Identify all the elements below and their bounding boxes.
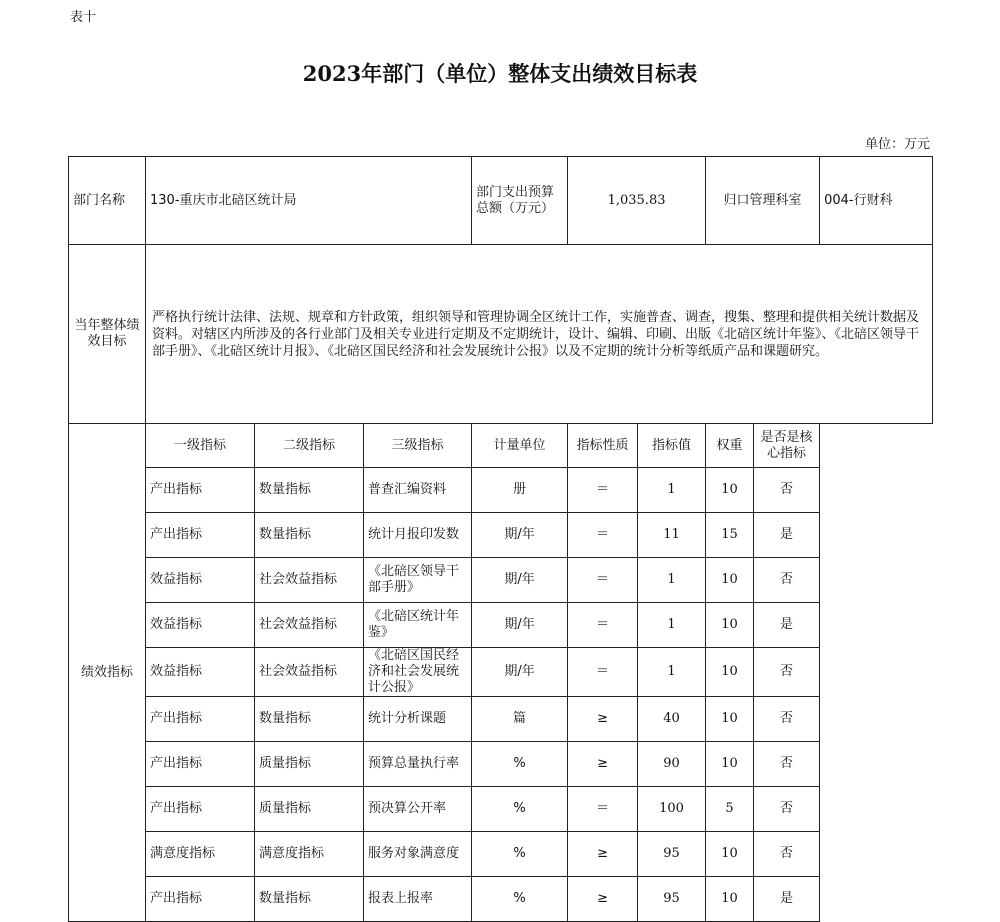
- level1-cell: 效益指标: [146, 603, 255, 648]
- level2-cell: 数量指标: [255, 468, 364, 513]
- indicator-row: [69, 558, 933, 603]
- indicator-row: [69, 603, 933, 648]
- core-cell: 否: [754, 648, 820, 697]
- level2-cell: 质量指标: [255, 787, 364, 832]
- core-cell: 是: [754, 877, 820, 922]
- level2-cell: 满意度指标: [255, 832, 364, 877]
- unit-cell: 期/年: [472, 648, 568, 697]
- unit-cell: %: [472, 787, 568, 832]
- mgmt-value: 004-行财科: [820, 157, 933, 245]
- core-cell: 是: [754, 513, 820, 558]
- level3-cell: 统计月报印发数: [364, 513, 472, 558]
- mgmt-label: 归口管理科室: [706, 157, 820, 245]
- level1-cell: 满意度指标: [146, 832, 255, 877]
- level1-cell: 效益指标: [146, 558, 255, 603]
- column-header: 二级指标: [255, 424, 364, 468]
- unit-cell: %: [472, 832, 568, 877]
- level3-cell: 服务对象满意度: [364, 832, 472, 877]
- indicator-row: [69, 468, 933, 513]
- weight-cell: 15: [706, 513, 754, 558]
- performance-table: [68, 156, 933, 922]
- value-cell: 1: [638, 558, 706, 603]
- indicator-row: [69, 697, 933, 742]
- dept-name-label: 部门名称: [69, 157, 146, 245]
- column-header: 指标性质: [568, 424, 638, 468]
- unit-cell: %: [472, 742, 568, 787]
- column-header: 指标值: [638, 424, 706, 468]
- level1-cell: 产出指标: [146, 468, 255, 513]
- weight-cell: 10: [706, 877, 754, 922]
- indicator-row: [69, 877, 933, 922]
- weight-cell: 10: [706, 832, 754, 877]
- core-cell: 是: [754, 603, 820, 648]
- value-cell: 90: [638, 742, 706, 787]
- value-cell: 1: [638, 603, 706, 648]
- value-cell: 11: [638, 513, 706, 558]
- weight-cell: 5: [706, 787, 754, 832]
- core-cell: 否: [754, 742, 820, 787]
- budget-label: 部门支出预算总额（万元）: [472, 157, 568, 245]
- core-cell: 否: [754, 468, 820, 513]
- nature-cell: ＝: [568, 648, 638, 697]
- nature-cell: ＝: [568, 603, 638, 648]
- unit-cell: %: [472, 877, 568, 922]
- value-cell: 95: [638, 877, 706, 922]
- core-cell: 否: [754, 787, 820, 832]
- nature-cell: ＝: [568, 787, 638, 832]
- dept-name-value: 130-重庆市北碚区统计局: [146, 157, 472, 245]
- unit-cell: 期/年: [472, 513, 568, 558]
- value-cell: 95: [638, 832, 706, 877]
- indicator-row: [69, 742, 933, 787]
- nature-cell: ＝: [568, 468, 638, 513]
- header-row: [69, 157, 933, 245]
- columns-row: [69, 424, 933, 468]
- level1-cell: 产出指标: [146, 513, 255, 558]
- weight-cell: 10: [706, 468, 754, 513]
- unit-cell: 期/年: [472, 558, 568, 603]
- core-cell: 否: [754, 832, 820, 877]
- weight-cell: 10: [706, 603, 754, 648]
- goal-label: 当年整体绩效目标: [69, 245, 146, 424]
- level3-cell: 报表上报率: [364, 877, 472, 922]
- indicator-row: [69, 648, 933, 697]
- nature-cell: ≥: [568, 697, 638, 742]
- goal-row: [69, 245, 933, 424]
- core-cell: 否: [754, 558, 820, 603]
- level3-cell: 预决算公开率: [364, 787, 472, 832]
- weight-cell: 10: [706, 648, 754, 697]
- level2-cell: 数量指标: [255, 877, 364, 922]
- unit-cell: 册: [472, 468, 568, 513]
- nature-cell: ≥: [568, 832, 638, 877]
- value-cell: 100: [638, 787, 706, 832]
- column-header: 三级指标: [364, 424, 472, 468]
- weight-cell: 10: [706, 558, 754, 603]
- level3-cell: 《北碚区国民经济和社会发展统计公报》: [364, 648, 472, 697]
- level3-cell: 普查汇编资料: [364, 468, 472, 513]
- unit-cell: 期/年: [472, 603, 568, 648]
- level1-cell: 产出指标: [146, 697, 255, 742]
- column-header: 是否是核心指标: [754, 424, 820, 468]
- level2-cell: 数量指标: [255, 697, 364, 742]
- goal-text: 严格执行统计法律、法规、规章和方针政策，组织领导和管理协调全区统计工作，实施普查、调查，搜集、整理和提供相关统计数据及资料。对辖区内所涉及的各行业部门及相关专业进行定期及不定期统计，设计、编辑、印刷、出版《北碚区统计年鉴》、《北碚区领导干部手册》、《北碚区统计月报》、《北碚区国民经济和社会发展统计公报》以及不定期的统计分析等纸质产品和课题研究。: [146, 245, 933, 424]
- indicators-section-label: 绩效指标: [69, 424, 146, 922]
- level1-cell: 产出指标: [146, 787, 255, 832]
- budget-value: 1,035.83: [568, 157, 706, 245]
- level1-cell: 效益指标: [146, 648, 255, 697]
- weight-cell: 10: [706, 742, 754, 787]
- value-cell: 40: [638, 697, 706, 742]
- weight-cell: 10: [706, 697, 754, 742]
- level3-cell: 统计分析课题: [364, 697, 472, 742]
- nature-cell: ＝: [568, 558, 638, 603]
- column-header: 计量单位: [472, 424, 568, 468]
- level1-cell: 产出指标: [146, 877, 255, 922]
- level2-cell: 社会效益指标: [255, 558, 364, 603]
- table-number: 表十: [70, 10, 97, 25]
- column-header: 一级指标: [146, 424, 255, 468]
- level2-cell: 社会效益指标: [255, 648, 364, 697]
- level2-cell: 社会效益指标: [255, 603, 364, 648]
- value-cell: 1: [638, 468, 706, 513]
- indicator-row: [69, 513, 933, 558]
- core-cell: 否: [754, 697, 820, 742]
- level3-cell: 预算总量执行率: [364, 742, 472, 787]
- nature-cell: ≥: [568, 877, 638, 922]
- column-header: 权重: [706, 424, 754, 468]
- value-cell: 1: [638, 648, 706, 697]
- page-title: 2023年部门（单位）整体支出绩效目标表: [302, 61, 698, 86]
- level3-cell: 《北碚区领导干部手册》: [364, 558, 472, 603]
- level3-cell: 《北碚区统计年鉴》: [364, 603, 472, 648]
- nature-cell: ≥: [568, 742, 638, 787]
- level2-cell: 质量指标: [255, 742, 364, 787]
- nature-cell: ＝: [568, 513, 638, 558]
- level2-cell: 数量指标: [255, 513, 364, 558]
- indicator-row: [69, 832, 933, 877]
- unit-cell: 篇: [472, 697, 568, 742]
- level1-cell: 产出指标: [146, 742, 255, 787]
- unit-label: 单位：万元: [864, 137, 930, 152]
- indicator-row: [69, 787, 933, 832]
